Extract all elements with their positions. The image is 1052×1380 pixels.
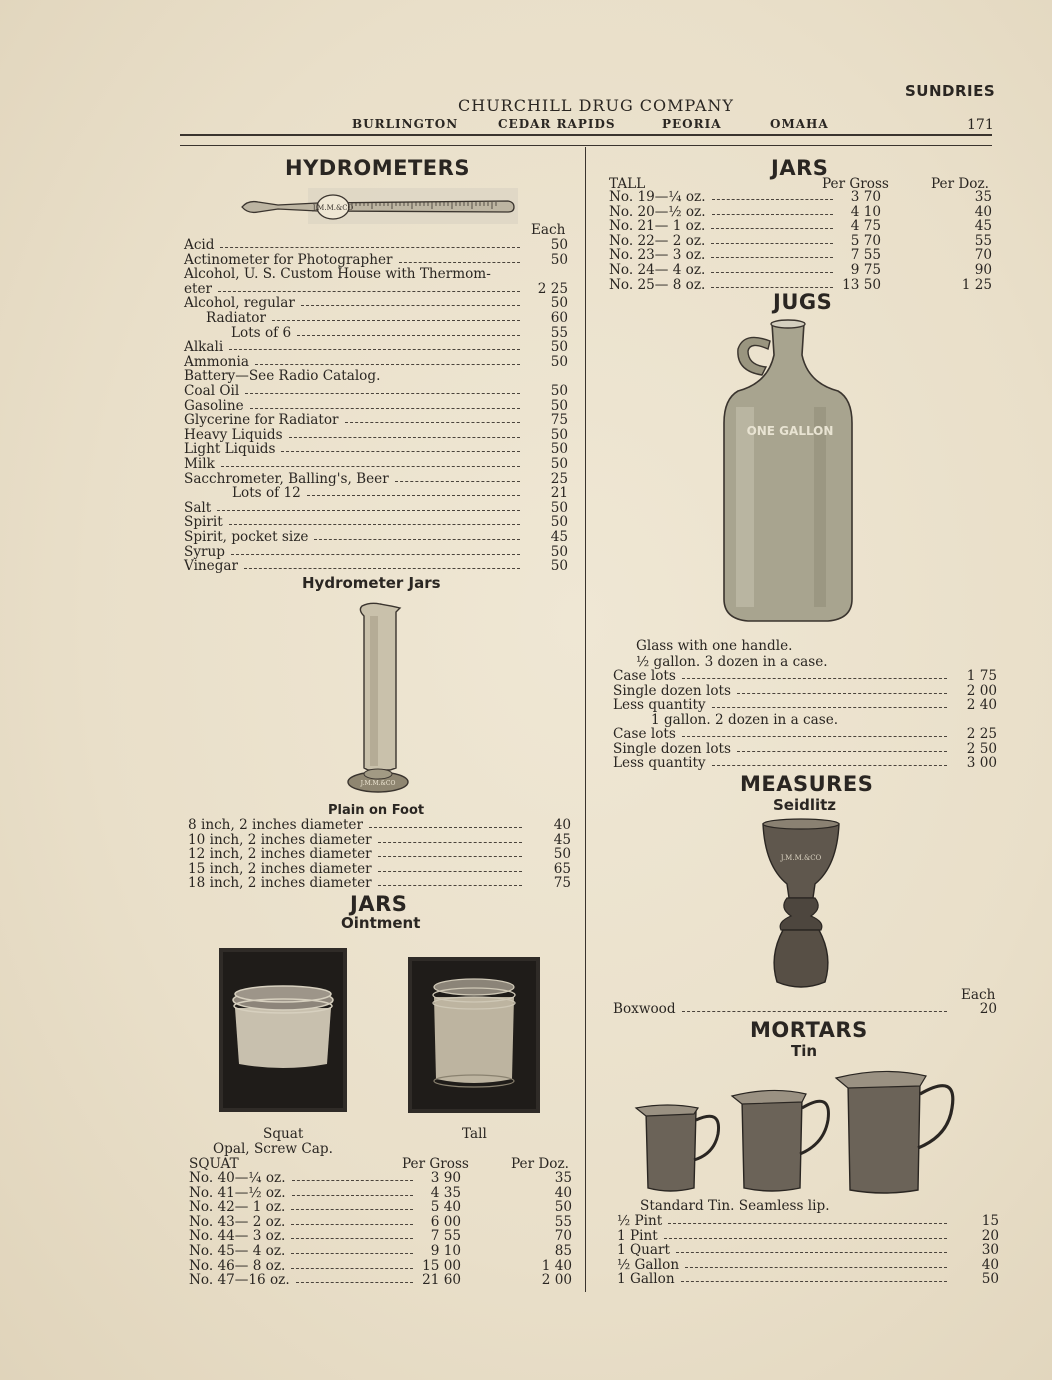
hydrometer-leader <box>314 539 520 540</box>
hydrometers-title: HYDROMETERS <box>285 156 470 180</box>
tall-jar-label: No. 21— 1 oz. <box>609 218 706 235</box>
ointment-jar-leader <box>292 1180 413 1181</box>
measures-title: MEASURES <box>740 772 874 796</box>
tall-doz-header: Per Doz. <box>931 176 989 192</box>
mortar-leader <box>685 1267 947 1268</box>
hydrometer-row <box>184 545 570 560</box>
ointment-jar-row <box>189 1186 579 1201</box>
jug-one-gallon-row <box>613 756 998 771</box>
tall-jar-gross: 5 70 <box>850 232 881 249</box>
hydrometer-leader <box>301 305 520 306</box>
hydrometer-row <box>184 253 570 268</box>
mortar-price: 30 <box>981 1242 999 1259</box>
ointment-jar-row <box>189 1273 579 1288</box>
hydrometer-leader <box>229 524 520 525</box>
hydrometer-price: 55 <box>550 324 568 341</box>
ointment-jar-row <box>189 1171 579 1186</box>
mortar-label: 1 Gallon <box>617 1271 675 1288</box>
ointment-jar-label: No. 45— 4 oz. <box>189 1243 286 1259</box>
jug-one-gallon-row <box>613 742 998 757</box>
thermometer-logo: J.M.M.&CO <box>312 204 354 212</box>
jug-one-gallon-price: 2 50 <box>966 740 997 757</box>
hydrometer-leader <box>229 349 520 350</box>
hydrometer-price: 50 <box>550 543 568 560</box>
page-number: 171 <box>967 117 994 133</box>
hydrometer-leader <box>231 554 520 555</box>
hydrometers-each-header: Each <box>531 222 566 238</box>
hydrometer-row <box>184 413 570 428</box>
hydrometer-jar-price: 50 <box>553 846 571 863</box>
ointment-jar-label: No. 44— 3 oz. <box>189 1228 286 1245</box>
hydrometer-label: eter <box>184 280 213 297</box>
jug-one-gallon-label: Single dozen lots <box>613 740 731 757</box>
mortar-row <box>617 1272 999 1287</box>
hydrometer-row <box>184 267 570 282</box>
jug-half-gallon-row <box>613 669 998 684</box>
tall-jar-label: No. 24— 4 oz. <box>609 262 706 278</box>
hydrometer-label: Syrup <box>184 543 225 560</box>
tall-header: TALL <box>609 176 646 192</box>
mortar-row <box>617 1229 999 1244</box>
ointment-jar-gross: 3 90 <box>430 1170 461 1186</box>
hydrometer-leader <box>395 481 520 482</box>
hydrometer-jar-price: 65 <box>553 860 571 877</box>
tall-jar-row <box>609 248 993 263</box>
hydrometer-label: Lots of 12 <box>232 485 301 502</box>
tall-jar-doz: 45 <box>974 218 992 235</box>
hydrometer-jar-image <box>340 600 412 800</box>
jug-image <box>718 315 858 627</box>
hydrometer-price: 60 <box>550 310 568 326</box>
column-divider <box>585 147 586 1292</box>
hydrometer-row <box>184 457 570 472</box>
ointment-jar-leader <box>291 1238 413 1239</box>
hydrometer-price: 21 <box>550 485 568 502</box>
hydrometer-row <box>184 501 570 516</box>
ointment-jar-row <box>189 1229 579 1244</box>
thermometer-image <box>238 186 518 228</box>
jug-one-gallon-price: 3 00 <box>966 755 997 772</box>
squat-caption: Squat <box>263 1126 304 1142</box>
tin-measure-medium-icon <box>732 1090 828 1191</box>
tall-jar-doz: 90 <box>974 262 992 278</box>
hydrometer-label: Lots of 6 <box>231 324 292 341</box>
hydrometer-row <box>184 442 570 457</box>
tall-jar-doz: 55 <box>974 232 992 249</box>
hydrometer-label: Spirit <box>184 514 223 531</box>
hydrometer-jar-row <box>188 847 572 862</box>
header-rule-thin <box>180 145 992 146</box>
mortar-price: 40 <box>981 1256 999 1273</box>
hydrometer-leader <box>245 393 520 394</box>
ointment-jar-gross: 5 40 <box>430 1199 461 1216</box>
jug-one-gallon-label: Case lots <box>613 726 676 742</box>
hydrometer-jar-row <box>188 818 572 833</box>
ointment-jar-doz: 1 40 <box>541 1257 572 1274</box>
mortar-leader <box>668 1223 947 1224</box>
ointment-jar-doz: 40 <box>554 1184 572 1201</box>
hydrometer-label: Glycerine for Radiator <box>184 412 339 429</box>
tall-jar-row <box>609 205 993 220</box>
hydrometer-price: 75 <box>550 412 568 429</box>
hydrometer-jar-leader <box>378 842 522 843</box>
hydrometer-price: 50 <box>550 456 568 472</box>
mortar-price: 15 <box>981 1213 999 1229</box>
hydrometer-jar-price: 45 <box>553 831 571 848</box>
hydrometer-row <box>184 486 570 501</box>
hydrometer-price: 50 <box>550 237 568 253</box>
hydrometer-price: 50 <box>550 353 568 370</box>
mortars-title: MORTARS <box>750 1018 868 1042</box>
jug-half-gallon-label: Single dozen lots <box>613 682 731 699</box>
hydrometer-jar-logo: J.M.M.&CO <box>360 780 396 787</box>
hydrometer-jar-price: 75 <box>553 875 571 892</box>
jug-one-gallon-leader <box>712 765 947 766</box>
tall-jar-label: No. 22— 2 oz. <box>609 232 706 249</box>
hydrometer-leader <box>307 495 520 496</box>
tall-jar-doz: 35 <box>974 189 992 205</box>
hydrometer-label: Spirit, pocket size <box>184 529 309 545</box>
ointment-jar-label: No. 40—¼ oz. <box>189 1170 286 1186</box>
measures-subtitle: Seidlitz <box>773 796 837 814</box>
measure-price: 20 <box>979 1001 997 1017</box>
jugs-title: JUGS <box>773 290 833 314</box>
tall-jar-label: No. 25— 8 oz. <box>609 276 706 293</box>
tall-jar-gross: 4 10 <box>850 203 881 220</box>
jug-half-gallon-leader <box>737 693 947 694</box>
tin-measures-image <box>632 1064 960 1196</box>
hydrometer-leader <box>255 364 520 365</box>
hydrometer-label: Actinometer for Photographer <box>184 251 393 268</box>
hydrometer-label: Alcohol, U. S. Custom House with Thermom- <box>184 266 491 283</box>
tall-jar-doz: 40 <box>974 203 992 220</box>
ointment-jar-row <box>189 1215 579 1230</box>
mortars-subtitle: Tin <box>791 1042 818 1060</box>
hydrometer-jar-label: 8 inch, 2 inches diameter <box>188 817 363 833</box>
hydrometer-price: 45 <box>550 529 568 545</box>
mortar-leader <box>664 1238 947 1239</box>
hydrometer-row <box>184 282 570 297</box>
mortar-price: 50 <box>981 1271 999 1288</box>
jug-half-gallon-leader <box>682 678 947 679</box>
measure-logo: J.M.M.&CO <box>780 854 822 862</box>
jug-half-gallon-label: Case lots <box>613 668 676 684</box>
hydrometer-price: 50 <box>550 383 568 399</box>
tin-measure-large-icon <box>836 1071 953 1193</box>
squat-gross-header: Per Gross <box>402 1156 469 1172</box>
tall-jars-title: JARS <box>771 156 829 180</box>
hydrometer-row <box>184 355 570 370</box>
tall-caption: Tall <box>462 1126 487 1142</box>
hydrometer-leader <box>221 466 520 467</box>
mortar-row <box>617 1214 999 1229</box>
ointment-jar-doz: 50 <box>554 1199 572 1216</box>
hydrometer-price: 50 <box>550 514 568 531</box>
mortar-label: 1 Pint <box>617 1227 658 1244</box>
hydrometer-leader <box>218 291 520 292</box>
jug-half-gallon-price: 2 40 <box>966 697 997 714</box>
hydrometer-row <box>184 326 570 341</box>
ointment-jar-doz: 2 00 <box>541 1272 572 1289</box>
mortar-row <box>617 1258 999 1273</box>
tall-jar-doz: 1 25 <box>961 276 992 293</box>
tall-jar-label: No. 19—¼ oz. <box>609 189 706 205</box>
ointment-jar-leader <box>291 1209 413 1210</box>
ointment-jar-doz: 35 <box>554 1170 572 1186</box>
hydrometer-label: Salt <box>184 499 212 516</box>
jug-half-gallon-row <box>613 684 998 699</box>
tall-jar-leader <box>711 257 833 258</box>
hydrometer-leader <box>399 262 520 263</box>
seidlitz-measure-image <box>755 818 847 994</box>
ointment-jar-doz: 85 <box>554 1243 572 1259</box>
city-omaha: OMAHA <box>770 117 829 131</box>
hydrometer-jars-title: Hydrometer Jars <box>302 574 441 592</box>
hydrometer-leader <box>220 247 520 248</box>
ointment-jar-gross: 4 35 <box>430 1184 461 1201</box>
hydrometer-label: Alcohol, regular <box>184 295 295 312</box>
tall-jar-leader <box>711 228 833 229</box>
hydrometer-jar-label: 10 inch, 2 inches diameter <box>188 831 372 848</box>
squat-header: SQUAT <box>189 1156 239 1172</box>
mortar-leader <box>676 1252 947 1253</box>
city-peoria: PEORIA <box>662 117 722 131</box>
ointment-jar-leader <box>296 1282 413 1283</box>
tall-jar-row <box>609 234 993 249</box>
mortar-price: 20 <box>981 1227 999 1244</box>
tall-jar-leader <box>712 199 833 200</box>
hydrometer-leader <box>250 408 520 409</box>
header-rule <box>180 134 992 136</box>
ointment-jar-doz: 55 <box>554 1213 572 1230</box>
hydrometer-label: Ammonia <box>184 353 249 370</box>
tall-jar-gross: 4 75 <box>850 218 881 235</box>
tall-jar-gross: 13 50 <box>842 276 881 293</box>
tall-jar-image <box>408 957 540 1113</box>
hydrometer-jar-label: 18 inch, 2 inches diameter <box>188 875 372 892</box>
hydrometer-leader <box>244 568 520 569</box>
ointment-jar-row <box>189 1259 579 1274</box>
hydrometer-price: 50 <box>550 295 568 312</box>
city-cedar-rapids: CEDAR RAPIDS <box>498 117 616 131</box>
tall-jar-leader <box>711 243 833 244</box>
tin-measure-small-icon <box>636 1105 719 1191</box>
tall-jar-row <box>609 190 993 205</box>
tall-gross-header: Per Gross <box>822 176 889 192</box>
hydrometer-label: Radiator <box>206 310 266 326</box>
jug-half-gallon-row <box>613 698 998 713</box>
hydrometer-jar-label: 15 inch, 2 inches diameter <box>188 860 372 877</box>
hydrometer-leader <box>217 510 520 511</box>
jug-one-gallon-row <box>613 727 998 742</box>
ointment-jar-gross: 9 10 <box>430 1243 461 1259</box>
tall-jar-label: No. 20—½ oz. <box>609 203 706 220</box>
hydrometer-label: Vinegar <box>184 558 239 575</box>
ointment-jar-row <box>189 1200 579 1215</box>
hydrometer-label: Battery—See Radio Catalog. <box>184 368 381 385</box>
jug-one-gallon-price: 2 25 <box>966 726 997 742</box>
ointment-jars-title: JARS <box>350 892 408 916</box>
hydrometer-label: Alkali <box>184 339 224 356</box>
ointment-jar-gross: 21 60 <box>422 1272 461 1289</box>
mortars-caption: Standard Tin. Seamless lip. <box>640 1198 830 1214</box>
squat-doz-header: Per Doz. <box>511 1156 569 1172</box>
hydrometer-jars-caption: Plain on Foot <box>328 803 425 818</box>
hydrometer-row <box>184 515 570 530</box>
hydrometer-jar-leader <box>378 856 522 857</box>
ointment-jar-leader <box>292 1195 413 1196</box>
tall-jar-gross: 7 55 <box>850 247 881 264</box>
hydrometer-price: 50 <box>550 339 568 356</box>
ointment-jar-label: No. 42— 1 oz. <box>189 1199 286 1216</box>
tall-jar-doz: 70 <box>974 247 992 264</box>
jug-one-gallon-leader <box>737 751 947 752</box>
hydrometer-leader <box>297 335 520 336</box>
hydrometer-price: 25 <box>550 470 568 487</box>
mortar-leader <box>681 1281 947 1282</box>
ointment-jar-leader <box>291 1253 413 1254</box>
jug-half-gallon-label: Less quantity <box>613 697 706 714</box>
ointment-jar-gross: 7 55 <box>430 1228 461 1245</box>
jug-one-gallon-leader <box>682 736 947 737</box>
hydrometer-row <box>184 559 570 574</box>
measure-label: Boxwood <box>613 1001 676 1017</box>
ointment-jar-gross: 15 00 <box>422 1257 461 1274</box>
hydrometer-jar-row <box>188 876 572 891</box>
hydrometer-row <box>184 399 570 414</box>
ointment-jar-label: No. 47—16 oz. <box>189 1272 290 1289</box>
jugs-desc1: Glass with one handle. <box>636 638 793 654</box>
ointment-jar-label: No. 43— 2 oz. <box>189 1213 286 1230</box>
hydrometer-row <box>184 472 570 487</box>
hydrometer-row <box>184 384 570 399</box>
tall-jar-row <box>609 219 993 234</box>
jug-label: ONE GALLON <box>746 424 834 438</box>
city-burlington: BURLINGTON <box>352 117 459 131</box>
mortar-label: ½ Gallon <box>617 1256 680 1273</box>
squat-jar-image <box>219 948 347 1112</box>
hydrometer-jar-row <box>188 862 572 877</box>
mortar-label: ½ Pint <box>617 1213 663 1229</box>
measure-leader <box>682 1011 947 1012</box>
ointment-jar-gross: 6 00 <box>430 1213 461 1230</box>
tall-jar-gross: 9 75 <box>850 262 881 278</box>
ointment-jar-label: No. 46— 8 oz. <box>189 1257 286 1274</box>
hydrometer-label: Gasoline <box>184 397 244 414</box>
hydrometer-row <box>184 369 570 384</box>
tall-jar-leader <box>711 287 833 288</box>
ointment-jar-row <box>189 1244 579 1259</box>
hydrometer-label: Heavy Liquids <box>184 426 283 443</box>
hydrometer-label: Sacchrometer, Balling's, Beer <box>184 470 389 487</box>
jugs-desc2: ½ gallon. 3 dozen in a case. <box>636 654 828 670</box>
ointment-jar-doz: 70 <box>554 1228 572 1245</box>
hydrometer-price: 50 <box>550 426 568 443</box>
hydrometer-jar-leader <box>369 827 522 828</box>
section-title: SUNDRIES <box>905 82 996 100</box>
hydrometer-label: Light Liquids <box>184 441 276 458</box>
hydrometer-leader <box>345 422 521 423</box>
tall-jar-leader <box>711 272 833 273</box>
tall-jar-row <box>609 263 993 278</box>
hydrometer-row <box>184 238 570 253</box>
hydrometer-jar-leader <box>378 885 522 886</box>
hydrometer-price: 2 25 <box>537 280 568 297</box>
mortar-label: 1 Quart <box>617 1242 670 1259</box>
mortar-row <box>617 1243 999 1258</box>
ointment-jar-leader <box>291 1224 413 1225</box>
hydrometer-row <box>184 311 570 326</box>
jugs-desc3: 1 gallon. 2 dozen in a case. <box>651 712 839 728</box>
hydrometer-price: 50 <box>550 558 568 575</box>
jug-half-gallon-price: 2 00 <box>966 682 997 699</box>
hydrometer-price: 50 <box>550 251 568 268</box>
jug-half-gallon-price: 1 75 <box>966 668 997 684</box>
hydrometer-jar-leader <box>378 871 522 872</box>
hydrometer-leader <box>281 451 520 452</box>
hydrometer-jar-row <box>188 833 572 848</box>
hydrometer-row <box>184 296 570 311</box>
measures-each-header: Each <box>961 987 996 1003</box>
hydrometer-price: 50 <box>550 499 568 516</box>
hydrometer-label: Acid <box>184 237 215 253</box>
measure-row <box>613 1002 998 1017</box>
company-name: CHURCHILL DRUG COMPANY <box>458 96 734 115</box>
hydrometer-jar-label: 12 inch, 2 inches diameter <box>188 846 372 863</box>
jug-one-gallon-label: Less quantity <box>613 755 706 772</box>
hydrometer-row <box>184 428 570 443</box>
ointment-jars-subtitle: Ointment <box>341 914 421 932</box>
ointment-jar-leader <box>291 1268 413 1269</box>
hydrometer-label: Coal Oil <box>184 383 240 399</box>
tall-jar-label: No. 23— 3 oz. <box>609 247 706 264</box>
hydrometer-row <box>184 340 570 355</box>
hydrometer-row <box>184 530 570 545</box>
jug-half-gallon-leader <box>712 707 947 708</box>
tall-jar-gross: 3 70 <box>850 189 881 205</box>
hydrometer-label: Milk <box>184 456 215 472</box>
ointment-jar-label: No. 41—½ oz. <box>189 1184 286 1201</box>
hydrometer-leader <box>289 437 520 438</box>
hydrometer-jar-price: 40 <box>553 817 571 833</box>
tall-jar-leader <box>712 214 833 215</box>
opal-caption: Opal, Screw Cap. <box>213 1141 333 1157</box>
hydrometer-price: 50 <box>550 397 568 414</box>
hydrometer-price: 50 <box>550 441 568 458</box>
hydrometer-leader <box>272 320 520 321</box>
